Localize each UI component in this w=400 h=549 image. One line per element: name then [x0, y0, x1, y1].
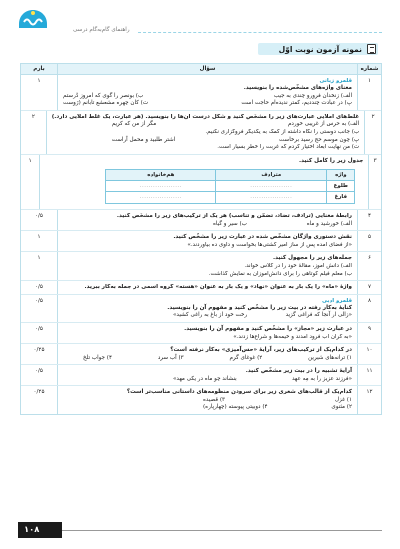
- question-text: کنایهٔ به‌کار رفته در بیت زیر را مشخّص کنید و مفهوم آن را بنویسید.: [167, 304, 352, 311]
- question-score: ۱: [37, 255, 41, 262]
- exam-table: [20, 63, 382, 415]
- question-text: نقش دستوری واژگان مشخّص شده در عبارت زیر را مشخّص کنید.: [173, 234, 352, 241]
- question-score: ۱: [37, 78, 41, 84]
- blank-field: ...................: [215, 192, 326, 203]
- option-a: الف) زنخدان فرورو چندی به جیب: [273, 92, 352, 99]
- vocab-word: فارغ: [326, 192, 354, 203]
- question-row-9: [21, 323, 381, 344]
- header-title: راهنمای گام‌به‌گام درسی: [70, 27, 133, 35]
- question-quote: «از فضای آمده پس از ساز امیر کشتی‌ها بخواست و داوی ده بیاوردند.»: [187, 241, 352, 248]
- blank-field: ...................: [139, 183, 182, 190]
- option-c-second: اشتر طلبید و محمل آراست: [111, 136, 176, 143]
- option-a-second: مگر از من که کریم: [111, 121, 157, 128]
- section-title: نمونه آزمون نوبت اوّل: [278, 45, 362, 54]
- category-label: قلمرو زبانی: [319, 78, 352, 84]
- choice-1: ۱) ترانه‌های شیرین: [308, 354, 352, 361]
- vocab-word: طلوع: [326, 181, 354, 191]
- question-number: ۱۱: [357, 365, 381, 385]
- question-row-2: [21, 111, 381, 155]
- brand-logo-icon: [16, 6, 50, 32]
- question-row-10: [21, 344, 381, 365]
- choice-4: ۴) جواب تلخ: [83, 354, 112, 361]
- question-text: کدام‌یک از قالب‌های شعری زیر برای سرودن منظومه‌های داستانی مناسب‌تر است؟: [126, 389, 352, 396]
- question-score: ۰/۵: [35, 368, 43, 375]
- question-score: ۰/۵: [35, 284, 43, 291]
- verse-first-half: «زالی ار آنجا که فراغی گزید: [285, 312, 352, 319]
- question-number: ۸: [357, 295, 381, 322]
- question-number: ۳: [368, 155, 381, 210]
- question-text: در کدام‌یک از ترکیب‌های زیر، آرایهٔ «حس‌آمیزی» به‌کار نرفته است؟: [170, 347, 352, 354]
- category-label: قلمرو ادبی: [321, 297, 352, 304]
- vocab-col-family: هم‌خانواده: [147, 172, 175, 179]
- question-number: ۴: [357, 210, 381, 230]
- question-row-3: [21, 155, 381, 211]
- question-score: ۱: [28, 157, 32, 164]
- footer-divider: [62, 530, 382, 531]
- question-quote: «به کران آب فرود آمدند و خیمه‌ها و شراع‌ها زدند.»: [233, 333, 352, 340]
- question-number: ۱۰: [357, 344, 381, 364]
- col-number-header: شماره: [357, 64, 381, 74]
- question-score: ۰/۲۵: [33, 389, 45, 396]
- question-row-12: [21, 386, 381, 414]
- choice-4: ۴) دوبیتی پیوسته (چهارپاره): [203, 404, 268, 411]
- table-header: [21, 64, 381, 75]
- verse-second-half: بنشاند چو ماه در یکی مهد»: [173, 375, 237, 382]
- question-score: ۰/۲۵: [33, 347, 45, 354]
- page-header: [20, 26, 382, 36]
- verse-first-half: «فرزند عزیز را به مِه عهد: [292, 375, 352, 382]
- blank-field: ...................: [215, 181, 326, 191]
- blank-field: ...................: [139, 194, 182, 201]
- option-c: پ) چون موسم حج رسید برخاست: [279, 136, 360, 143]
- question-score: ۰/۵: [35, 325, 43, 332]
- choice-1: ۱) غزل: [334, 396, 352, 403]
- question-number: ۷: [357, 281, 381, 294]
- option-c: پ) در عبادت چنددیم، کمتر ندیده‌ام حاجت است: [241, 100, 352, 107]
- question-number: ۵: [357, 231, 381, 251]
- question-text: در عبارت زیر «مجاز» را مشخّص کنید و مفهوم آن را بنویسید.: [184, 325, 352, 332]
- verse-second-half: رخت خود از باغ به راغی کشید»: [173, 312, 248, 319]
- question-number: ۶: [357, 252, 381, 280]
- question-text: آرایهٔ تشبیه را در بیت زیر مشخّص کنید.: [245, 368, 352, 375]
- page-number: ۱۰۸: [24, 524, 40, 534]
- question-row-8: [21, 295, 381, 323]
- document-icon: [367, 44, 376, 54]
- question-score: ۰/۵: [35, 297, 43, 304]
- question-text: جمله‌های زیر را مجهول کنید.: [272, 255, 352, 262]
- option-a: الف) خورشید و ماه: [306, 220, 352, 227]
- col-score-header: بارم: [33, 66, 45, 72]
- question-row-1: [21, 75, 381, 111]
- question-text: جدول زیر را کامل کنید.: [299, 157, 364, 164]
- question-row-6: [21, 252, 381, 281]
- question-number: ۱۲: [357, 386, 381, 414]
- question-number: ۱: [357, 75, 381, 110]
- vocab-col-word: واژه: [326, 170, 354, 180]
- choice-2: ۲) غوغای گرم: [229, 354, 263, 361]
- question-text: رابطهٔ معنایی (ترادف، تضاد، تضمّن و تناسب) هر یک از ترکیب‌های زیر را مشخّص کنید.: [116, 213, 352, 220]
- option-b: ب) معلّم فیلم کوتاهی را برای دانش‌آموزان به نمایش گذاشت.: [208, 270, 352, 277]
- question-score: ۰/۵: [35, 213, 43, 220]
- choice-3: ۳) قصیده: [203, 396, 226, 403]
- option-a: الف) دانش آموز، مقالهٔ خود را در کلاس خواند.: [244, 262, 352, 269]
- choice-3: ۳) آب سرد: [157, 354, 184, 361]
- vocab-col-synonym: مترادف: [215, 170, 326, 180]
- question-row-5: [21, 231, 381, 252]
- question-row-11: [21, 365, 381, 386]
- question-text: غلط‌های املایی عبارت‌های زیر را مشخّص کنید و شکل درست آن‌ها را بنویسید. (هر عبارت، یک غلط املایی دارد.): [51, 113, 360, 120]
- option-d: ت) کان چهره مشعشع تابانم (رَوست: [63, 100, 149, 107]
- option-b: ب) بونصر را گوی که امروز دُرستم: [63, 92, 144, 99]
- question-score: ۱: [37, 234, 41, 241]
- question-text: واژهٔ «ماه» را یک بار به عنوان «نهاد» و یک بار به عنوان «هسته» گروه اسمی در جمله به‌کار ببرید.: [84, 284, 352, 291]
- question-row-7: [21, 281, 381, 295]
- option-b: ب) جانب دوستی را نگاه داشته از کمک به یکدیگر فروگزاری نکنیم.: [205, 129, 360, 136]
- option-b: ب) سیر و گیاه: [213, 220, 247, 227]
- question-row-4: [21, 210, 381, 231]
- header-divider: [138, 32, 382, 33]
- question-number: ۲: [364, 111, 381, 154]
- vocabulary-table: [105, 169, 355, 204]
- col-question-header: سؤال: [57, 64, 357, 74]
- question-score: ۲: [31, 113, 35, 120]
- question-number: ۹: [357, 323, 381, 343]
- option-d: ت) من نهایت ابعاد اختیار کردم که غربت را خطر بسیار است.: [217, 144, 360, 151]
- option-a: الف) به حرس از غریبی خوردم: [287, 121, 360, 128]
- choice-2: ۲) مثنوی: [331, 404, 352, 411]
- question-text: معنای واژه‌های مشخّص‌شده را بنویسید.: [243, 85, 352, 92]
